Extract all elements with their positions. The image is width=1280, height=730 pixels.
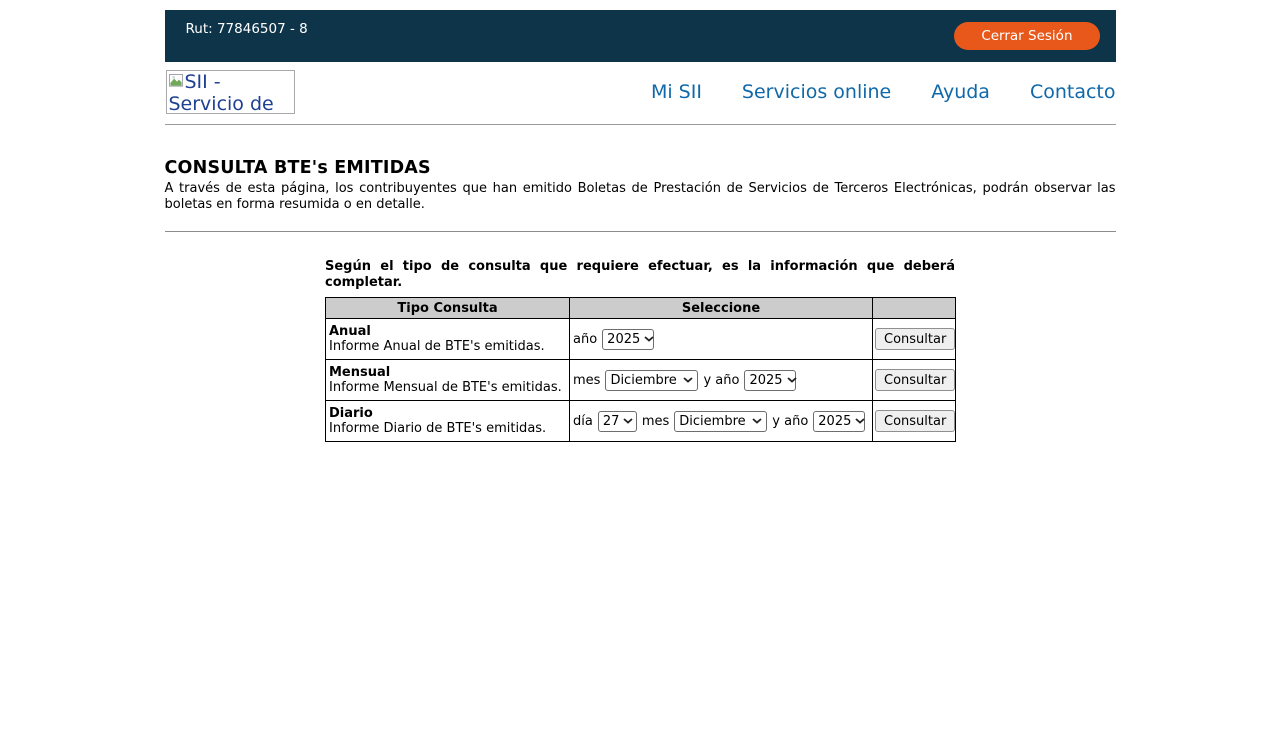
chevron-down-icon	[752, 418, 762, 424]
chevron-down-icon	[683, 377, 693, 383]
section-heading: Según el tipo de consulta que requiere efectuar, es la información que deberá completar.	[325, 259, 955, 290]
table-row-diario	[326, 401, 956, 442]
section-divider	[165, 231, 1116, 232]
site-header	[165, 62, 1116, 125]
table-header-row	[326, 298, 956, 319]
table-row-anual	[326, 319, 956, 360]
month-label: mes	[641, 413, 670, 429]
chevron-down-icon	[787, 377, 797, 383]
year-select-anual[interactable]: 2025	[602, 329, 654, 350]
day-select-diario[interactable]: 27	[598, 411, 637, 432]
header-tipo-consulta: Tipo Consulta	[326, 298, 570, 319]
nav-item-servicios-online[interactable]: Servicios online	[741, 81, 892, 103]
row-name-anual: Anual	[329, 324, 371, 339]
page-title: CONSULTA BTE's EMITIDAS	[164, 158, 431, 178]
year-label: año	[573, 331, 598, 347]
consultar-mensual-button[interactable]: Consultar	[875, 369, 955, 391]
session-topbar	[165, 10, 1116, 62]
cerrar-sesion-button[interactable]: Cerrar Sesión	[954, 22, 1099, 50]
chevron-down-icon	[855, 418, 865, 424]
consultar-anual-button[interactable]: Consultar	[875, 328, 955, 350]
chevron-down-icon	[623, 418, 633, 424]
sii-logo-link[interactable]	[166, 70, 295, 114]
month-select-mensual[interactable]: Diciembre	[605, 370, 698, 391]
year-select-mensual[interactable]: 2025	[744, 370, 796, 391]
nav-item-mi-sii[interactable]: Mi SII	[650, 81, 702, 103]
table-row-mensual	[326, 360, 956, 401]
row-desc-diario: Informe Diario de BTE's emitidas.	[329, 421, 547, 436]
page-description: A través de esta página, los contribuyentes que han emitido Boletas de Prestación de Servicios de Terceros Electrónicas, podrán observar las boletas en forma resumida o en detalle.	[164, 181, 1116, 212]
logo-alt-text: SII - Servicio de	[168, 71, 274, 114]
broken-image-icon	[169, 71, 184, 93]
consulta-table	[325, 297, 956, 442]
main-nav	[651, 81, 1116, 103]
nav-item-ayuda[interactable]: Ayuda	[931, 81, 990, 103]
month-label: mes	[573, 372, 601, 388]
month-select-diario[interactable]: Diciembre	[674, 411, 767, 432]
page-content	[165, 10, 1116, 442]
row-desc-anual: Informe Anual de BTE's emitidas.	[329, 339, 545, 354]
year-select-diario[interactable]: 2025	[813, 411, 865, 432]
chevron-down-icon	[644, 336, 654, 342]
row-name-mensual: Mensual	[329, 365, 391, 380]
day-label: día	[573, 413, 593, 429]
row-name-diario: Diario	[329, 406, 373, 421]
and-year-label: y año	[703, 372, 740, 388]
header-seleccione: Seleccione	[570, 298, 873, 319]
nav-item-contacto[interactable]: Contacto	[1029, 81, 1116, 103]
consultar-diario-button[interactable]: Consultar	[875, 410, 955, 432]
consulta-section	[325, 259, 955, 442]
header-empty	[873, 298, 956, 319]
rut-label: Rut: 77846507 - 8	[185, 21, 308, 37]
row-desc-mensual: Informe Mensual de BTE's emitidas.	[329, 380, 562, 395]
and-year-label: y año	[772, 413, 809, 429]
